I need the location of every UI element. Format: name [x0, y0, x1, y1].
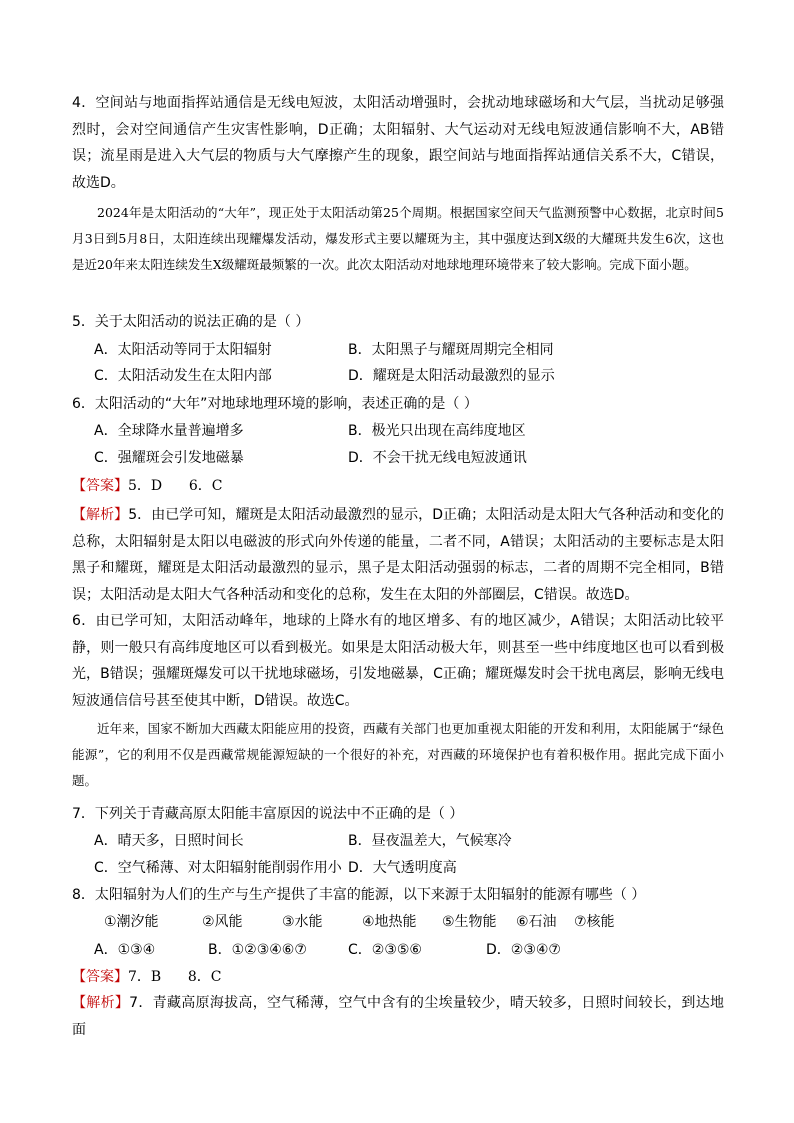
q4-analysis-text: 4．空间站与地面指挥站通信是无线电短波，太阳活动增强时，会扰动地球磁场和大气层，当扰动足够强烈时，会对空间通信产生灾害性影响，D正确；太阳辐射、大气运动对无线电短波通信影响不大，AB错误；流星雨是进入大气层的物质与大气摩擦产生的现象，跟空间站与地面指挥站通信关系不大，C错误，故选D。 [72, 95, 724, 191]
answer-1 [72, 476, 222, 496]
analysis-2-p1 [72, 990, 724, 1043]
analysis-1-tag: 【解析】 [72, 507, 129, 523]
q8-item-6: ⑥石油 [516, 914, 557, 930]
q5-option-b: B．太阳黑子与耀斑周期完全相同 [348, 342, 554, 358]
passage-2-text: 近年来，国家不断加大西藏太阳能应用的投资，西藏有关部门也更加重视太阳能的开发和利用，太阳能属于“绿色能源”，它的利用不仅是西藏常规能源短缺的一个很好的补充，对西藏的环境保护也有着积极作用。据此完成下面小题。 [72, 721, 724, 788]
answer-1-tag: 【答案】 [72, 478, 128, 494]
answer-2 [72, 967, 222, 987]
q8-item-7: ⑦核能 [574, 914, 615, 930]
q8-item-3: ③水能 [282, 914, 323, 930]
q8-option-b: B．①②③④⑥⑦ [208, 942, 307, 958]
q8-option-d: D．②③④⑦ [486, 942, 561, 958]
q8-option-c: C．②③⑤⑥ [348, 942, 422, 958]
q8-option-a: A．①③④ [94, 942, 156, 958]
analysis-1-p1 [72, 502, 724, 608]
passage-2 [72, 716, 724, 794]
q7-option-b: B．昼夜温差大，气候寒冷 [348, 833, 512, 849]
q6-stem: 6．太阳活动的“大年”对地球地理环境的影响，表述正确的是（ ） [72, 396, 478, 412]
q6-option-b: B．极光只出现在高纬度地区 [348, 423, 526, 439]
analysis-1 [72, 502, 724, 714]
q4-analysis-block [72, 90, 724, 196]
passage-1 [72, 200, 724, 278]
answer-2-text: 7．B 8．C [128, 969, 222, 985]
q7-stem: 7．下列关于青藏高原太阳能丰富原因的说法中不正确的是（ ） [72, 806, 464, 822]
analysis-1-p1-text: 5．由已学可知，耀斑是太阳活动最激烈的显示，D正确；太阳活动是太阳大气各种活动和变化的总称，太阳辐射是太阳以电磁波的形式向外传递的能量，二者不同，A错误；太阳活动的主要标志是太阳黑子和耀斑，耀斑是太阳活动最激烈的显示，黑子是太阳活动强弱的标志，二者的周期不完全相同，B错误；太阳活动是太阳大气各种活动和变化的总称，发生在太阳的外部圈层，C错误。故选D。 [72, 507, 724, 603]
q5-option-a: A．太阳活动等同于太阳辐射 [94, 342, 272, 358]
q8-stem: 8．太阳辐射为人们的生产与生产提供了丰富的能源，以下来源于太阳辐射的能源有哪些（ ） [72, 887, 646, 903]
q7-option-c: C．空气稀薄、对太阳辐射能削弱作用小 [94, 860, 342, 876]
q8-item-5: ⑤生物能 [442, 914, 497, 930]
passage-1-text: 2024年是太阳活动的“大年”，现正处于太阳活动第25个周期。根据国家空间天气监测预警中心数据，北京时间5月3日到5月8日，太阳连续出现耀爆发活动，爆发形式主要以耀斑为主，其中强度达到X级的大耀斑共发生6次，这也是近20年来太阳连续发生X级耀斑最频繁的一次。此次太阳活动对地球地理环境带来了较大影响。完成下面小题。 [72, 205, 724, 272]
analysis-1-p2: 6．由已学可知，太阳活动峰年，地球的上降水有的地区增多、有的地区减少，A错误；太阳活动比较平静，则一般只有高纬度地区可以看到极光。如果是太阳活动极大年，则甚至一些中纬度地区也可以看到极光，B错误；强耀斑爆发可以干扰地球磁场，引发地磁暴，C正确；耀斑爆发时会干扰电离层，影响无线电短波通信信号甚至使其中断，D错误。故选C。 [72, 613, 724, 709]
q5-option-c: C．太阳活动发生在太阳内部 [94, 368, 272, 384]
q5-option-d: D．耀斑是太阳活动最激烈的显示 [348, 368, 555, 384]
analysis-2-tag: 【解析】 [72, 995, 130, 1011]
answer-2-tag: 【答案】 [72, 969, 128, 985]
analysis-2-p1-text: 7．青藏高原海拔高，空气稀薄，空气中含有的尘埃量较少，晴天较多，日照时间较长，到达地面 [72, 995, 725, 1038]
analysis-2 [72, 990, 724, 1043]
q5-stem: 5．关于太阳活动的说法正确的是（ ） [72, 314, 310, 330]
q8-item-4: ④地热能 [362, 914, 417, 930]
q7-option-a: A．晴天多，日照时间长 [94, 833, 244, 849]
q6-option-d: D．不会干扰无线电短波通讯 [348, 450, 527, 466]
q8-item-2: ②风能 [202, 914, 243, 930]
q6-option-c: C．强耀斑会引发地磁暴 [94, 450, 244, 466]
q6-option-a: A．全球降水量普遍增多 [94, 423, 244, 439]
answer-1-text: 5．D 6．C [128, 478, 223, 494]
q7-option-d: D．大气透明度高 [348, 860, 457, 876]
q8-item-1: ①潮汐能 [104, 914, 159, 930]
